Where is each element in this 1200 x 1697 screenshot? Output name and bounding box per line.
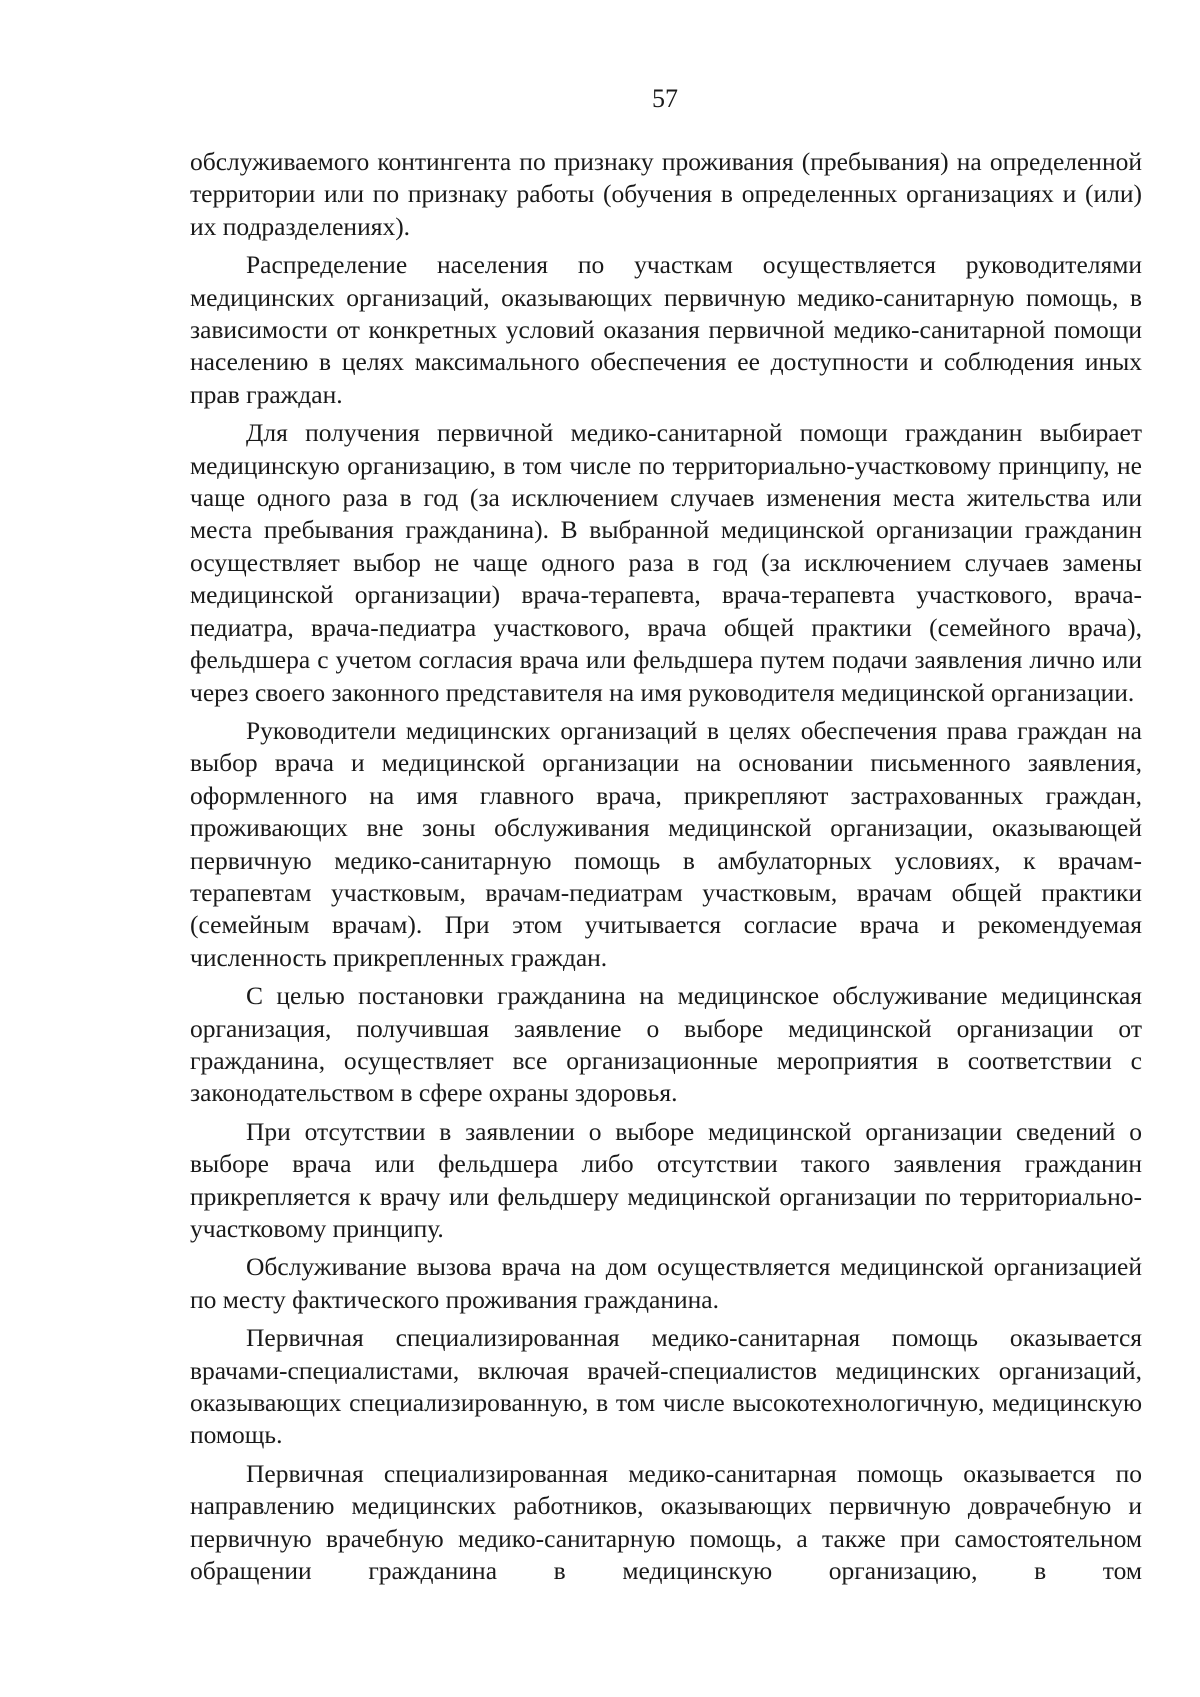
paragraph-home-visit: Обслуживание вызова врача на дом осуществляется медицинской организацией по месту фактического проживания гражданина. [190,1252,1142,1314]
paragraph-specialized-care-referral: Первичная специализированная медико-санитарная помощь оказывается по направлению медицинских работников, оказывающих первичную доврачебную и первичную врачебную медико-санитарную помощь, а также при самостоятельном обращении гражданина в медицинскую организацию, в том [190,1458,1142,1586]
paragraph-choice-of-organization: Для получения первичной медико-санитарной помощи гражданин выбирает медицинскую организацию, в том числе по территориально-участковому принципу, не чаще одного раза в год (за исключением случаев изменения места жительства или места пребывания гражданина). В выбранной медицинской организации гражданин осуществляет выбор не чаще одного раза в год (за исключением случаев замены медицинской организации) врача-терапевта, врача-терапевта участкового, врача-педиатра, врача-педиатра участкового, врача общей практики (семейного врача), фельдшера с учетом согласия врача или фельдшера путем подачи заявления лично или через своего законного представителя на имя руководителя медицинской организации. [190,418,1142,707]
paragraph-attachment-of-citizens: Руководители медицинских организаций в целях обеспечения права граждан на выбор врача и медицинской организации на основании письменного заявления, оформленного на имя главного врача, прикрепляют застрахованных граждан, проживающих вне зоны обслуживания медицинской организации, оказывающей первичную медико-санитарную помощь в амбулаторных условиях, к врачам-терапевтам участковым, врачам-педиатрам участковым, врачам общей практики (семейным врачам). При этом учитывается согласие врача и рекомендуемая численность прикрепленных граждан. [190,715,1142,972]
paragraph-registration-for-service: С целью постановки гражданина на медицинское обслуживание медицинская организация, получившая заявление о выборе медицинской организации от гражданина, осуществляет все организационные мероприятия в соответствии с законодательством в сфере охраны здоровья. [190,981,1142,1108]
paragraph-specialized-care-providers: Первичная специализированная медико-санитарная помощь оказывается врачами-специалистами, включая врачей-специалистов медицинских организаций, оказывающих специализированную, в том числе высокотехнологичную, медицинскую помощь. [190,1323,1142,1450]
paragraph-continuation: обслуживаемого контингента по признаку проживания (пребывания) на определенной территории или по признаку работы (обучения в определенных организациях и (или) их подразделениях). [190,147,1142,241]
document-body [190,146,1142,1587]
paragraph-population-distribution: Распределение населения по участкам осуществляется руководителями медицинских организаций, оказывающих первичную медико-санитарную помощь, в зависимости от конкретных условий оказания первичной медико-санитарной помощи населению в целях максимального обеспечения ее доступности и соблюдения иных прав граждан. [190,250,1142,409]
page-number: 57 [652,84,678,113]
paragraph-absence-of-choice: При отсутствии в заявлении о выборе медицинской организации сведений о выборе врача или фельдшера либо отсутствии такого заявления гражданин прикрепляется к врачу или фельдшеру медицинской организации по территориально-участковому принципу. [190,1116,1142,1243]
